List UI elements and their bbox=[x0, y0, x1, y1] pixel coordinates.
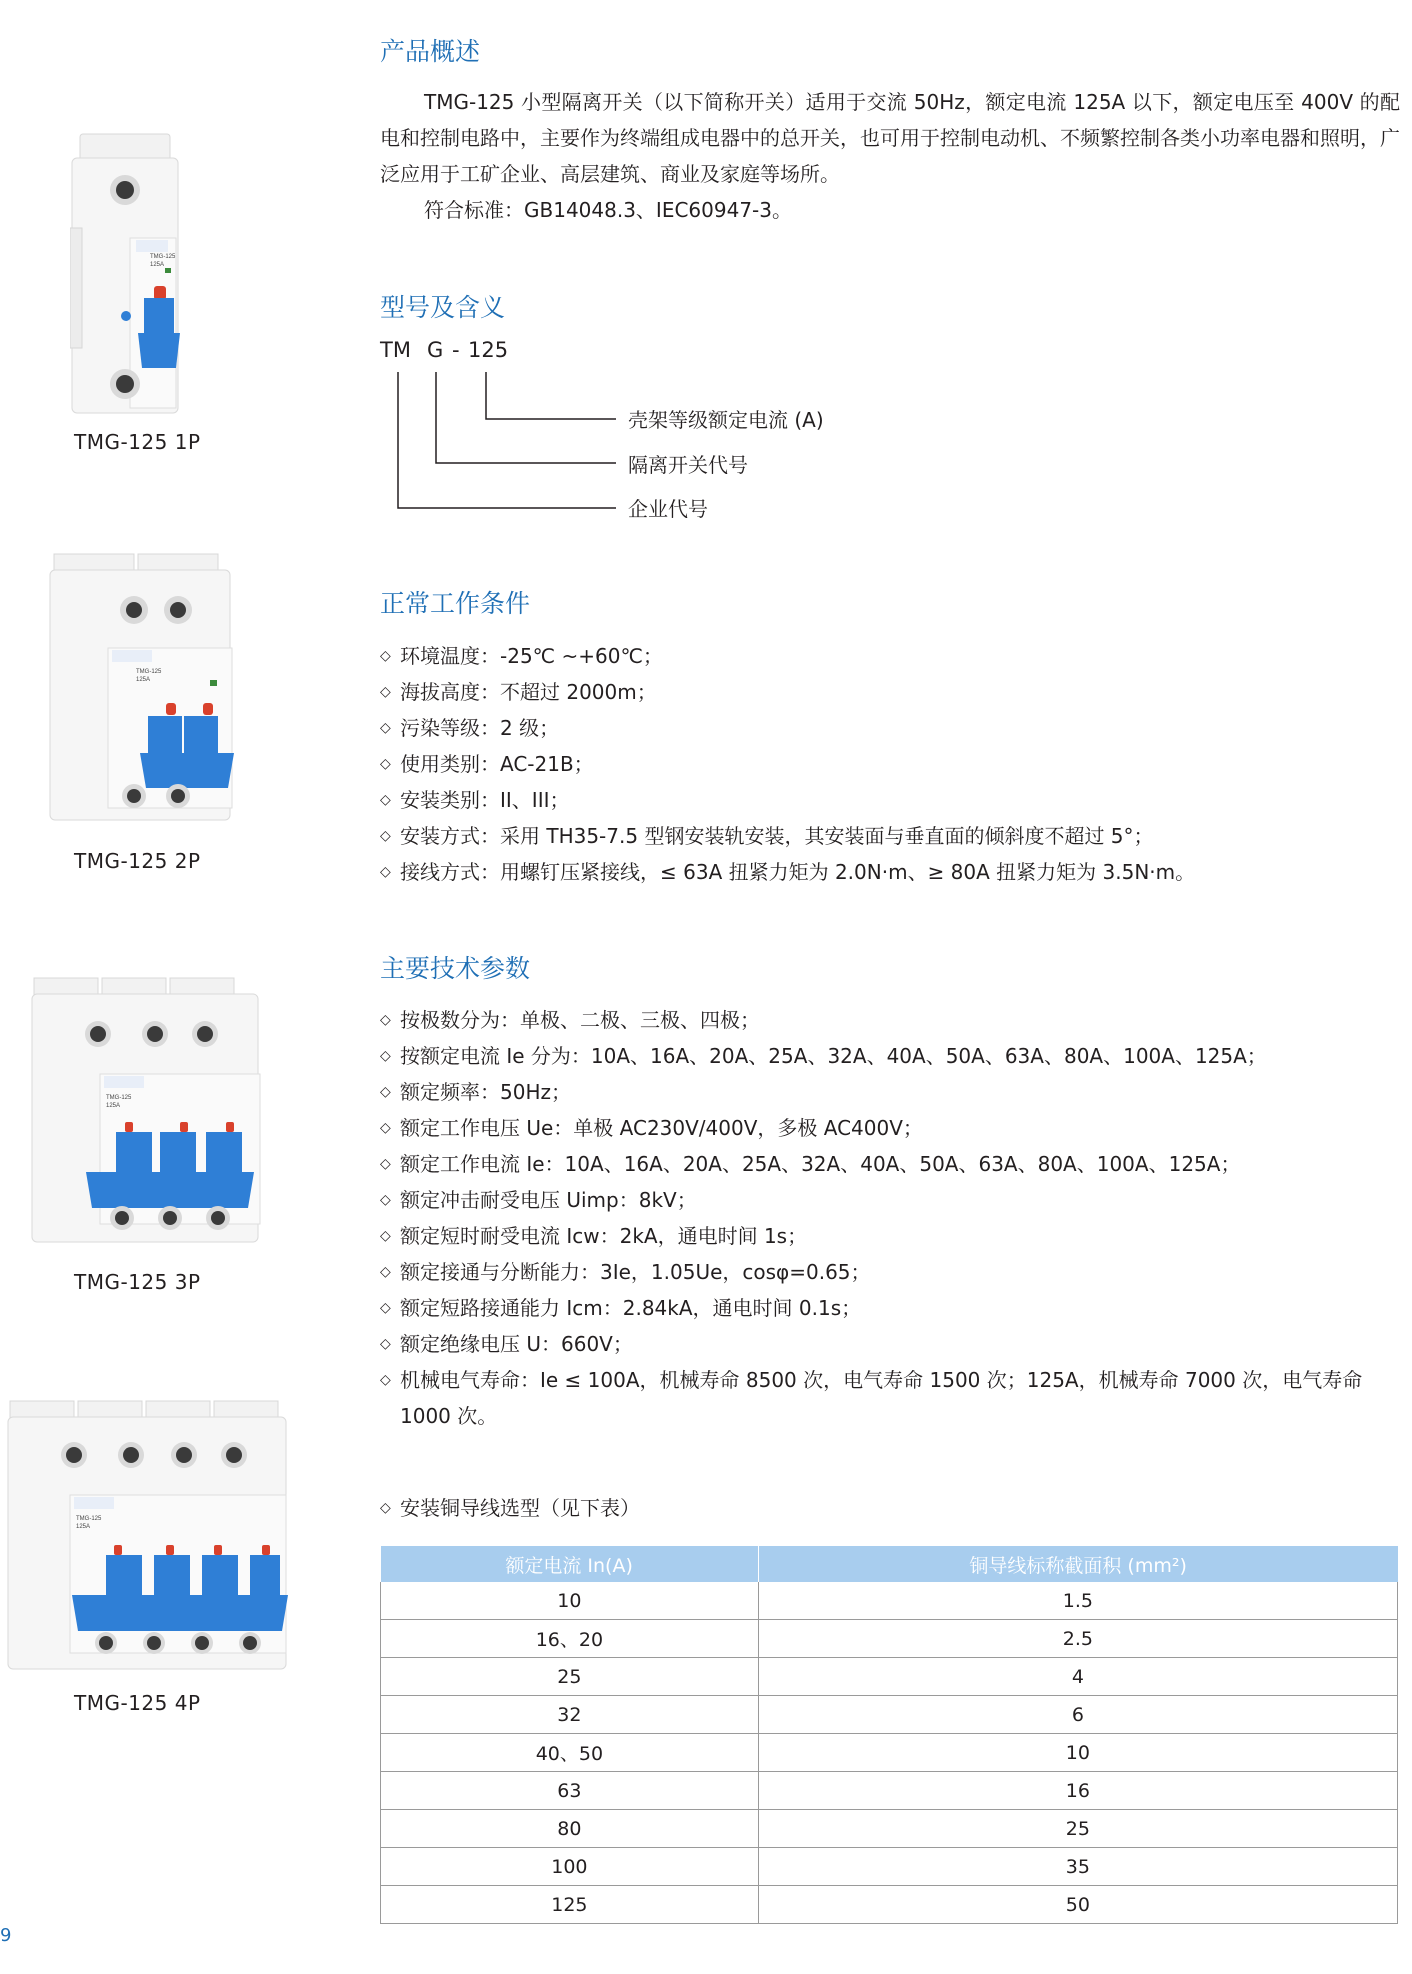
diamond-icon: ◇ bbox=[380, 792, 391, 808]
table-cell: 4 bbox=[758, 1658, 1397, 1696]
param-text: 额定工作电流 Ie：10A、16A、20A、25A、32A、40A、50A、63A、80A、100A、125A； bbox=[400, 1152, 1241, 1176]
param-text: 按极数分为：单极、二极、三极、四极； bbox=[400, 1008, 760, 1032]
list-item bbox=[380, 1362, 1400, 1434]
table-row bbox=[381, 1772, 1398, 1810]
param-text: 额定短时耐受电流 Icw：2kA，通电时间 1s； bbox=[400, 1224, 808, 1248]
param-text: 额定接通与分断能力：3Ie，1.05Ue，cosφ=0.65； bbox=[400, 1260, 871, 1284]
product-caption-4p: TMG-125 4P bbox=[74, 1691, 201, 1715]
page-number: 9 bbox=[0, 1925, 12, 1946]
conditions-title: 正常工作条件 bbox=[380, 589, 531, 618]
diamond-icon: ◇ bbox=[380, 828, 391, 844]
list-item bbox=[380, 674, 1400, 710]
diamond-icon: ◇ bbox=[380, 1264, 391, 1280]
table-cell: 16、20 bbox=[381, 1620, 759, 1658]
table-header-row bbox=[381, 1546, 1398, 1582]
list-item bbox=[380, 1110, 1400, 1146]
model-label-switch: 隔离开关代号 bbox=[628, 453, 748, 477]
table-cell: 80 bbox=[381, 1810, 759, 1848]
diamond-icon: ◇ bbox=[380, 1048, 391, 1064]
model-code-type: G bbox=[427, 338, 444, 362]
diamond-icon: ◇ bbox=[380, 648, 391, 664]
table-cell: 10 bbox=[758, 1734, 1397, 1772]
product-caption-1p: TMG-125 1P bbox=[74, 430, 201, 454]
list-item bbox=[380, 746, 1400, 782]
table-cell: 32 bbox=[381, 1696, 759, 1734]
product-label-model: TMG-125 bbox=[136, 669, 162, 675]
product-label-model: TMG-125 bbox=[106, 1095, 132, 1101]
product-caption-3p: TMG-125 3P bbox=[74, 1270, 201, 1294]
param-text: 按额定电流 Ie 分为：10A、16A、20A、25A、32A、40A、50A、63A、80A、100A、125A； bbox=[400, 1044, 1267, 1068]
condition-text: 安装方式：采用 TH35-7.5 型钢安装轨安装，其安装面与垂直面的倾斜度不超过 5°； bbox=[400, 824, 1154, 848]
diamond-icon: ◇ bbox=[380, 1012, 391, 1028]
table-row bbox=[381, 1582, 1398, 1620]
table-cell: 16 bbox=[758, 1772, 1397, 1810]
table-row bbox=[381, 1886, 1398, 1924]
table-cell: 35 bbox=[758, 1848, 1397, 1886]
table-row bbox=[381, 1848, 1398, 1886]
table-row bbox=[381, 1620, 1398, 1658]
condition-text: 接线方式：用螺钉压紧接线，≤ 63A 扭紧力矩为 2.0N·m、≥ 80A 扭紧力矩为 3.5N·m。 bbox=[400, 860, 1196, 884]
table-header-area: 铜导线标称截面积 (mm²) bbox=[758, 1546, 1397, 1582]
product-image-4p bbox=[6, 1395, 292, 1675]
product-label-current: 125A bbox=[76, 1524, 91, 1530]
list-item bbox=[380, 818, 1400, 854]
table-cell: 2.5 bbox=[758, 1620, 1397, 1658]
params-list bbox=[380, 1002, 1400, 1434]
diamond-icon: ◇ bbox=[380, 1156, 391, 1172]
table-row bbox=[381, 1658, 1398, 1696]
product-label-current: 125A bbox=[150, 262, 165, 268]
diamond-icon: ◇ bbox=[380, 1500, 391, 1516]
table-note bbox=[380, 1490, 1400, 1526]
product-image-2p bbox=[48, 548, 238, 826]
list-item bbox=[380, 638, 1400, 674]
diamond-icon: ◇ bbox=[380, 1084, 391, 1100]
table-cell: 63 bbox=[381, 1772, 759, 1810]
list-item bbox=[380, 1038, 1400, 1074]
diamond-icon: ◇ bbox=[380, 684, 391, 700]
list-item bbox=[380, 1182, 1400, 1218]
product-label-model: TMG-125 bbox=[150, 254, 176, 260]
product-label-current: 125A bbox=[106, 1103, 121, 1109]
param-text: 额定绝缘电压 U：660V； bbox=[400, 1332, 633, 1356]
overview-standard: 符合标准：GB14048.3、IEC60947-3。 bbox=[424, 198, 792, 222]
table-row bbox=[381, 1696, 1398, 1734]
diamond-icon: ◇ bbox=[380, 720, 391, 736]
table-header-current: 额定电流 In(A) bbox=[381, 1546, 759, 1582]
table-cell: 25 bbox=[758, 1810, 1397, 1848]
model-code-current: 125 bbox=[468, 338, 509, 362]
condition-text: 安装类别：II、III； bbox=[400, 788, 570, 812]
wire-table bbox=[380, 1546, 1398, 1924]
product-caption-2p: TMG-125 2P bbox=[74, 849, 201, 873]
table-note-text: 安装铜导线选型（见下表） bbox=[400, 1496, 640, 1520]
model-code-diagram bbox=[380, 368, 620, 518]
diamond-icon: ◇ bbox=[380, 1120, 391, 1136]
table-cell: 40、50 bbox=[381, 1734, 759, 1772]
table-cell: 1.5 bbox=[758, 1582, 1397, 1620]
model-code-dash: - bbox=[452, 338, 460, 362]
list-item bbox=[380, 710, 1400, 746]
condition-text: 使用类别：AC-21B； bbox=[400, 752, 594, 776]
product-label-model: TMG-125 bbox=[76, 1516, 102, 1522]
model-label-current: 壳架等级额定电流 (A) bbox=[628, 408, 824, 432]
list-item bbox=[380, 1002, 1400, 1038]
product-image-1p bbox=[70, 128, 180, 418]
list-item bbox=[380, 1254, 1400, 1290]
diamond-icon: ◇ bbox=[380, 1192, 391, 1208]
list-item bbox=[380, 1290, 1400, 1326]
list-item bbox=[380, 782, 1400, 818]
table-cell: 10 bbox=[381, 1582, 759, 1620]
product-label-current: 125A bbox=[136, 677, 151, 683]
list-item bbox=[380, 1146, 1400, 1182]
diamond-icon: ◇ bbox=[380, 1228, 391, 1244]
list-item bbox=[380, 1490, 1400, 1526]
condition-text: 环境温度：-25℃ ~+60℃； bbox=[400, 644, 663, 668]
list-item bbox=[380, 1074, 1400, 1110]
param-text: 额定短路接通能力 Icm：2.84kA，通电时间 0.1s； bbox=[400, 1296, 862, 1320]
table-cell: 50 bbox=[758, 1886, 1397, 1924]
model-title: 型号及含义 bbox=[380, 293, 506, 322]
overview-paragraph: TMG-125 小型隔离开关（以下简称开关）适用于交流 50Hz，额定电流 125A 以下，额定电压至 400V 的配电和控制电路中，主要作为终端组成电器中的总开关，也可用于控制电动机、不频繁控制各类小功率电器和照明，广泛应用于工矿企业、高层建筑、商业及家庭等场所。 bbox=[380, 90, 1400, 186]
condition-text: 海拔高度：不超过 2000m； bbox=[400, 680, 657, 704]
model-code-company: TM bbox=[380, 338, 411, 362]
conditions-list bbox=[380, 638, 1400, 890]
list-item bbox=[380, 1218, 1400, 1254]
param-text: 额定冲击耐受电压 Uimp：8kV； bbox=[400, 1188, 697, 1212]
diamond-icon: ◇ bbox=[380, 1336, 391, 1352]
table-row bbox=[381, 1810, 1398, 1848]
overview-text bbox=[380, 84, 1400, 228]
diamond-icon: ◇ bbox=[380, 864, 391, 880]
list-item bbox=[380, 1326, 1400, 1362]
condition-text: 污染等级：2 级； bbox=[400, 716, 560, 740]
table-row bbox=[381, 1734, 1398, 1772]
overview-title: 产品概述 bbox=[380, 37, 481, 66]
param-text: 额定频率：50Hz； bbox=[400, 1080, 571, 1104]
table-cell: 125 bbox=[381, 1886, 759, 1924]
diamond-icon: ◇ bbox=[380, 1372, 391, 1388]
param-text: 额定工作电压 Ue：单极 AC230V/400V，多极 AC400V； bbox=[400, 1116, 923, 1140]
model-label-company: 企业代号 bbox=[628, 497, 708, 521]
diamond-icon: ◇ bbox=[380, 756, 391, 772]
param-text: 机械电气寿命：Ie ≤ 100A，机械寿命 8500 次，电气寿命 1500 次；125A，机械寿命 7000 次，电气寿命 1000 次。 bbox=[400, 1368, 1363, 1428]
params-title: 主要技术参数 bbox=[380, 954, 531, 983]
product-image-3p bbox=[30, 972, 262, 1248]
table-cell: 6 bbox=[758, 1696, 1397, 1734]
diamond-icon: ◇ bbox=[380, 1300, 391, 1316]
table-cell: 25 bbox=[381, 1658, 759, 1696]
list-item bbox=[380, 854, 1400, 890]
table-cell: 100 bbox=[381, 1848, 759, 1886]
